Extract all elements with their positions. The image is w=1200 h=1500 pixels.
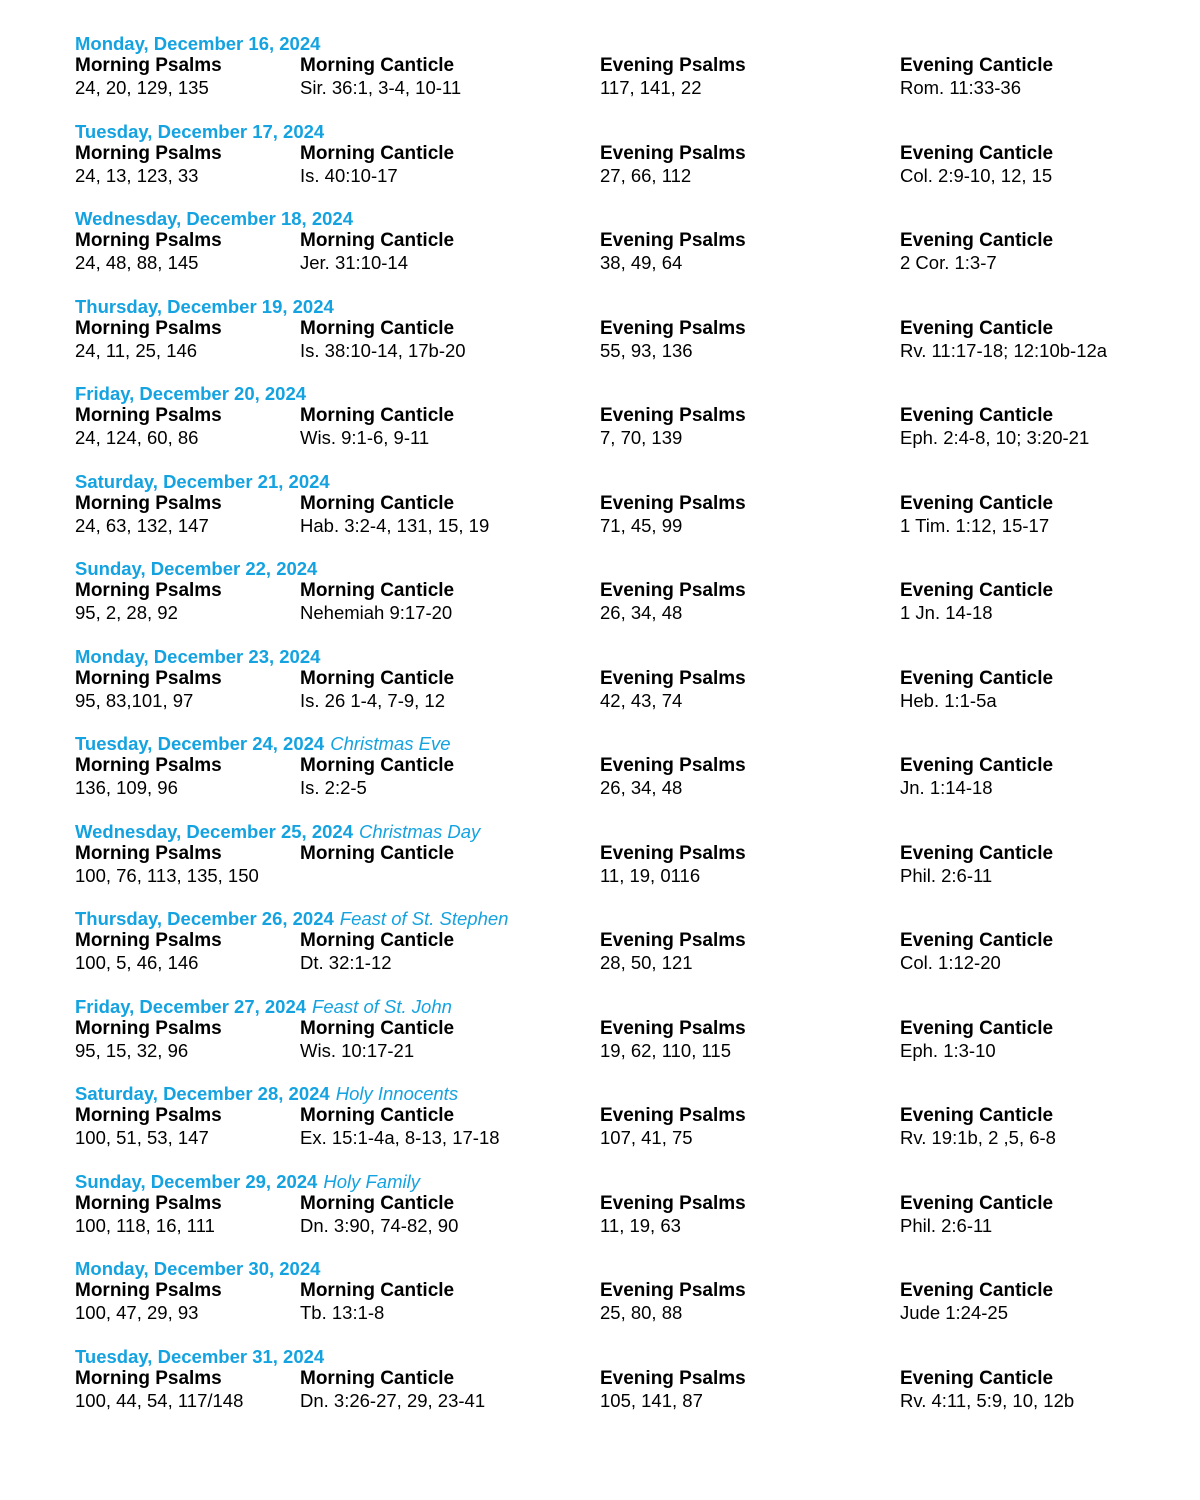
evening-canticle-value: Col. 1:12-20 xyxy=(900,952,1001,973)
column-headers xyxy=(75,580,1175,602)
morning-psalms-header: Morning Psalms xyxy=(75,842,222,864)
evening-psalms-header: Evening Psalms xyxy=(600,1367,746,1389)
morning-psalms-header: Morning Psalms xyxy=(75,580,222,601)
column-headers xyxy=(75,230,1175,252)
evening-canticle-header: Evening Canticle xyxy=(900,492,1054,514)
day-date: Friday, December 20, 2024 xyxy=(75,383,307,404)
column-headers xyxy=(75,1193,1175,1215)
column-headers xyxy=(75,1280,1175,1302)
morning-psalms-value: 24, 124, 60, 86 xyxy=(75,427,199,448)
day-date-line xyxy=(75,908,1175,930)
day-entry xyxy=(75,1083,1175,1171)
morning-canticle-header: Morning Canticle xyxy=(300,1367,455,1389)
evening-canticle-value: Rv. 11:17-18; 12:10b-12a xyxy=(900,339,1108,361)
morning-psalms-header: Morning Psalms xyxy=(75,55,222,76)
morning-canticle-value: Sir. 36:1, 3-4, 10-11 xyxy=(300,77,462,98)
day-date: Thursday, December 19, 2024 xyxy=(75,295,334,317)
morning-psalms-header: Morning Psalms xyxy=(75,230,222,251)
day-entry xyxy=(75,121,1175,209)
evening-psalms-header: Evening Psalms xyxy=(600,842,746,864)
day-date-line xyxy=(75,646,1175,668)
day-date-line xyxy=(75,296,1175,318)
evening-psalms-value: 42, 43, 74 xyxy=(600,689,683,711)
morning-psalms-value: 100, 118, 16, 111 xyxy=(75,1214,215,1236)
evening-psalms-header: Evening Psalms xyxy=(600,755,746,776)
reading-values xyxy=(75,515,1175,537)
day-date-line xyxy=(75,1171,1175,1193)
morning-psalms-header: Morning Psalms xyxy=(75,1017,222,1039)
day-date: Saturday, December 21, 2024 xyxy=(75,470,330,492)
evening-psalms-value: 11, 19, 0116 xyxy=(600,864,701,886)
day-date-line xyxy=(75,996,1175,1018)
morning-canticle-value: Wis. 10:17-21 xyxy=(300,1039,415,1061)
evening-canticle-value: Eph. 2:4-8, 10; 3:20-21 xyxy=(900,427,1090,448)
column-headers xyxy=(75,1368,1175,1390)
evening-psalms-value: 7, 70, 139 xyxy=(600,427,683,448)
reading-values xyxy=(75,165,1175,187)
morning-psalms-header: Morning Psalms xyxy=(75,142,222,164)
day-date: Friday, December 27, 2024 xyxy=(75,995,307,1017)
morning-psalms-value: 95, 15, 32, 96 xyxy=(75,1039,189,1061)
morning-psalms-header: Morning Psalms xyxy=(75,492,222,514)
morning-canticle-header: Morning Canticle xyxy=(300,1280,455,1301)
day-date-line xyxy=(75,471,1175,493)
evening-psalms-header: Evening Psalms xyxy=(600,1192,746,1214)
morning-canticle-header: Morning Canticle xyxy=(300,230,455,251)
morning-canticle-value: Tb. 13:1-8 xyxy=(300,1302,385,1323)
morning-psalms-value: 24, 48, 88, 145 xyxy=(75,252,199,273)
morning-psalms-header: Morning Psalms xyxy=(75,930,222,951)
day-entry xyxy=(75,1346,1175,1434)
evening-canticle-header: Evening Canticle xyxy=(900,142,1054,164)
reading-values xyxy=(75,1040,1175,1062)
reading-values xyxy=(75,340,1175,362)
day-entry xyxy=(75,1171,1175,1259)
psalm-schedule xyxy=(75,33,1175,1433)
morning-psalms-header: Morning Psalms xyxy=(75,317,222,339)
day-entry xyxy=(75,33,1175,121)
day-date: Tuesday, December 17, 2024 xyxy=(75,120,325,142)
day-entry xyxy=(75,996,1175,1084)
column-headers xyxy=(75,668,1175,690)
morning-canticle-value: Jer. 31:10-14 xyxy=(300,252,408,273)
evening-canticle-value: Phil. 2:6-11 xyxy=(900,1214,993,1236)
reading-values xyxy=(75,777,1175,799)
morning-psalms-header: Morning Psalms xyxy=(75,405,222,426)
morning-psalms-value: 100, 47, 29, 93 xyxy=(75,1302,199,1323)
feast-name: Holy Innocents xyxy=(335,1083,459,1104)
evening-canticle-header: Evening Canticle xyxy=(900,405,1054,426)
evening-canticle-header: Evening Canticle xyxy=(900,755,1054,776)
evening-canticle-value: Rv. 19:1b, 2 ,5, 6-8 xyxy=(900,1127,1056,1148)
evening-psalms-header: Evening Psalms xyxy=(600,405,746,426)
day-entry xyxy=(75,821,1175,909)
day-date: Monday, December 16, 2024 xyxy=(75,33,321,54)
day-entry xyxy=(75,646,1175,734)
morning-psalms-value: 24, 13, 123, 33 xyxy=(75,164,199,186)
evening-psalms-header: Evening Psalms xyxy=(600,1105,746,1126)
evening-canticle-value: Col. 2:9-10, 12, 15 xyxy=(900,164,1053,186)
evening-canticle-value: Eph. 1:3-10 xyxy=(900,1039,996,1061)
evening-canticle-header: Evening Canticle xyxy=(900,1367,1054,1389)
column-headers xyxy=(75,55,1175,77)
day-date-line xyxy=(75,821,1175,843)
evening-psalms-header: Evening Psalms xyxy=(600,930,746,951)
reading-values xyxy=(75,1390,1175,1412)
evening-psalms-value: 19, 62, 110, 115 xyxy=(600,1039,731,1061)
day-entry xyxy=(75,733,1175,821)
morning-psalms-header: Morning Psalms xyxy=(75,667,222,689)
evening-canticle-header: Evening Canticle xyxy=(900,1105,1054,1126)
morning-psalms-value: 24, 63, 132, 147 xyxy=(75,514,209,536)
evening-psalms-header: Evening Psalms xyxy=(600,580,746,601)
morning-canticle-header: Morning Canticle xyxy=(300,55,455,76)
morning-psalms-header: Morning Psalms xyxy=(75,1280,222,1301)
evening-canticle-header: Evening Canticle xyxy=(900,55,1054,76)
morning-canticle-value: Hab. 3:2-4, 131, 15, 19 xyxy=(300,514,490,536)
evening-canticle-value: 1 Tim. 1:12, 15-17 xyxy=(900,514,1050,536)
evening-psalms-header: Evening Psalms xyxy=(600,55,746,76)
evening-canticle-header: Evening Canticle xyxy=(900,317,1054,339)
feast-name: Feast of St. John xyxy=(312,995,452,1017)
morning-psalms-header: Morning Psalms xyxy=(75,755,222,776)
day-date-line xyxy=(75,121,1175,143)
column-headers xyxy=(75,755,1175,777)
evening-canticle-value: Jude 1:24-25 xyxy=(900,1302,1009,1323)
day-date: Monday, December 30, 2024 xyxy=(75,1258,321,1279)
evening-psalms-value: 26, 34, 48 xyxy=(600,602,683,623)
evening-canticle-header: Evening Canticle xyxy=(900,930,1054,951)
morning-canticle-header: Morning Canticle xyxy=(300,492,455,514)
morning-psalms-value: 100, 5, 46, 146 xyxy=(75,952,199,973)
evening-psalms-value: 28, 50, 121 xyxy=(600,952,693,973)
evening-canticle-value: Heb. 1:1-5a xyxy=(900,689,997,711)
day-date-line xyxy=(75,208,1175,230)
day-date-line xyxy=(75,1258,1175,1280)
column-headers xyxy=(75,1018,1175,1040)
evening-psalms-value: 71, 45, 99 xyxy=(600,514,683,536)
column-headers xyxy=(75,930,1175,952)
morning-psalms-value: 100, 44, 54, 117/148 xyxy=(75,1389,244,1411)
evening-psalms-value: 27, 66, 112 xyxy=(600,164,692,186)
day-entry xyxy=(75,908,1175,996)
morning-canticle-value: Is. 38:10-14, 17b-20 xyxy=(300,339,466,361)
column-headers xyxy=(75,405,1175,427)
feast-name: Feast of St. Stephen xyxy=(339,908,509,929)
evening-canticle-header: Evening Canticle xyxy=(900,230,1054,251)
morning-canticle-header: Morning Canticle xyxy=(300,405,455,426)
reading-values xyxy=(75,427,1175,449)
morning-canticle-value: Is. 40:10-17 xyxy=(300,164,398,186)
morning-psalms-value: 95, 83,101, 97 xyxy=(75,689,194,711)
evening-canticle-value: Rom. 11:33-36 xyxy=(900,77,1021,98)
morning-canticle-header: Morning Canticle xyxy=(300,930,455,951)
evening-psalms-header: Evening Psalms xyxy=(600,1017,746,1039)
evening-psalms-value: 105, 141, 87 xyxy=(600,1389,703,1411)
day-date: Sunday, December 29, 2024 xyxy=(75,1170,318,1192)
evening-canticle-value: 2 Cor. 1:3-7 xyxy=(900,252,997,273)
day-date: Tuesday, December 24, 2024 xyxy=(75,733,325,754)
column-headers xyxy=(75,318,1175,340)
morning-canticle-value: Is. 26 1-4, 7-9, 12 xyxy=(300,689,446,711)
evening-psalms-header: Evening Psalms xyxy=(600,142,746,164)
reading-values xyxy=(75,602,1175,624)
reading-values xyxy=(75,690,1175,712)
evening-psalms-value: 107, 41, 75 xyxy=(600,1127,693,1148)
reading-values xyxy=(75,1302,1175,1324)
column-headers xyxy=(75,143,1175,165)
evening-psalms-value: 38, 49, 64 xyxy=(600,252,683,273)
morning-psalms-value: 95, 2, 28, 92 xyxy=(75,602,178,623)
morning-canticle-header: Morning Canticle xyxy=(300,1192,455,1214)
evening-canticle-value: Jn. 1:14-18 xyxy=(900,777,993,798)
morning-canticle-header: Morning Canticle xyxy=(300,1105,455,1126)
morning-canticle-value: Is. 2:2-5 xyxy=(300,777,367,798)
morning-psalms-value: 24, 20, 129, 135 xyxy=(75,77,209,98)
morning-canticle-header: Morning Canticle xyxy=(300,755,455,776)
day-date: Thursday, December 26, 2024 xyxy=(75,908,334,929)
day-entry xyxy=(75,296,1175,384)
evening-psalms-header: Evening Psalms xyxy=(600,230,746,251)
column-headers xyxy=(75,1105,1175,1127)
column-headers xyxy=(75,843,1175,865)
evening-canticle-header: Evening Canticle xyxy=(900,1017,1054,1039)
day-date-line xyxy=(75,733,1175,755)
day-date-line xyxy=(75,383,1175,405)
reading-values xyxy=(75,952,1175,974)
reading-values xyxy=(75,1127,1175,1149)
evening-psalms-value: 55, 93, 136 xyxy=(600,339,693,361)
evening-canticle-header: Evening Canticle xyxy=(900,1280,1054,1301)
evening-canticle-value: 1 Jn. 14-18 xyxy=(900,602,993,623)
evening-canticle-header: Evening Canticle xyxy=(900,580,1054,601)
day-date: Tuesday, December 31, 2024 xyxy=(75,1345,325,1367)
morning-canticle-header: Morning Canticle xyxy=(300,142,455,164)
morning-canticle-header: Morning Canticle xyxy=(300,317,455,339)
evening-psalms-value: 117, 141, 22 xyxy=(600,77,702,98)
reading-values xyxy=(75,1215,1175,1237)
day-date: Sunday, December 22, 2024 xyxy=(75,558,318,579)
day-entry xyxy=(75,383,1175,471)
morning-psalms-value: 100, 51, 53, 147 xyxy=(75,1127,209,1148)
morning-canticle-value: Wis. 9:1-6, 9-11 xyxy=(300,427,430,448)
reading-values xyxy=(75,77,1175,99)
morning-psalms-value: 100, 76, 113, 135, 150 xyxy=(75,864,259,886)
morning-canticle-header: Morning Canticle xyxy=(300,667,455,689)
reading-values xyxy=(75,252,1175,274)
morning-canticle-value: Dt. 32:1-12 xyxy=(300,952,392,973)
day-entry xyxy=(75,558,1175,646)
morning-psalms-header: Morning Psalms xyxy=(75,1192,222,1214)
day-entry xyxy=(75,471,1175,559)
day-date: Saturday, December 28, 2024 xyxy=(75,1083,330,1104)
evening-psalms-header: Evening Psalms xyxy=(600,1280,746,1301)
evening-psalms-header: Evening Psalms xyxy=(600,492,746,514)
day-date-line xyxy=(75,1083,1175,1105)
evening-psalms-value: 26, 34, 48 xyxy=(600,777,683,798)
morning-canticle-header: Morning Canticle xyxy=(300,842,455,864)
morning-psalms-value: 24, 11, 25, 146 xyxy=(75,339,198,361)
feast-name: Holy Family xyxy=(323,1170,420,1192)
morning-canticle-value: Ex. 15:1-4a, 8-13, 17-18 xyxy=(300,1127,500,1148)
evening-psalms-value: 11, 19, 63 xyxy=(600,1214,681,1236)
morning-canticle-header: Morning Canticle xyxy=(300,1017,455,1039)
day-date: Wednesday, December 25, 2024 xyxy=(75,820,353,842)
day-date-line xyxy=(75,558,1175,580)
morning-psalms-header: Morning Psalms xyxy=(75,1367,222,1389)
feast-name: Christmas Eve xyxy=(330,733,451,754)
morning-canticle-value: Dn. 3:26-27, 29, 23-41 xyxy=(300,1389,486,1411)
evening-psalms-header: Evening Psalms xyxy=(600,317,746,339)
day-date-line xyxy=(75,1346,1175,1368)
morning-psalms-value: 136, 109, 96 xyxy=(75,777,178,798)
evening-canticle-value: Rv. 4:11, 5:9, 10, 12b xyxy=(900,1389,1075,1411)
evening-canticle-value: Phil. 2:6-11 xyxy=(900,864,993,886)
reading-values xyxy=(75,865,1175,887)
evening-psalms-value: 25, 80, 88 xyxy=(600,1302,683,1323)
day-date: Monday, December 23, 2024 xyxy=(75,645,321,667)
evening-canticle-header: Evening Canticle xyxy=(900,667,1054,689)
day-entry xyxy=(75,208,1175,296)
morning-canticle-value: Nehemiah 9:17-20 xyxy=(300,602,453,623)
day-entry xyxy=(75,1258,1175,1346)
morning-canticle-value: Dn. 3:90, 74-82, 90 xyxy=(300,1214,459,1236)
morning-psalms-header: Morning Psalms xyxy=(75,1105,222,1126)
day-date-line xyxy=(75,33,1175,55)
morning-canticle-header: Morning Canticle xyxy=(300,580,455,601)
day-date: Wednesday, December 18, 2024 xyxy=(75,208,353,229)
evening-psalms-header: Evening Psalms xyxy=(600,667,746,689)
column-headers xyxy=(75,493,1175,515)
feast-name: Christmas Day xyxy=(359,820,481,842)
evening-canticle-header: Evening Canticle xyxy=(900,842,1054,864)
evening-canticle-header: Evening Canticle xyxy=(900,1192,1054,1214)
